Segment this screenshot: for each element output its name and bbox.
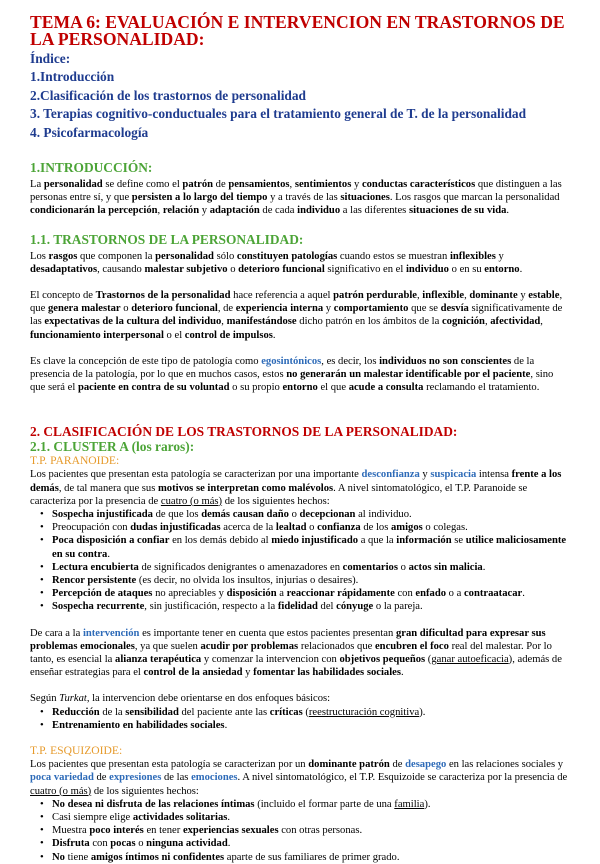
list-item (30, 837, 570, 850)
text-run: con (394, 588, 416, 600)
text-run: Trastornos de la personalidad (95, 290, 231, 302)
text-run: afectividad (490, 316, 541, 328)
text-run: sólo (213, 250, 237, 262)
list-item (30, 521, 570, 534)
text-run: frente a los demás (30, 469, 562, 494)
index-item[interactable]: 2.Clasificación de los trastornos de personalidad (30, 87, 307, 103)
text-run: en los demás debido al (169, 535, 272, 547)
text-run: , la intervencion debe orientarse en dos enfoques básicos: (86, 693, 331, 705)
text-run: demás causan daño (201, 509, 289, 521)
text-run: aparte de sus familiares de primer grado. (224, 851, 400, 863)
text-run: , (540, 316, 543, 328)
section-heading-introduccion: 1.INTRODUCCIÓN: (30, 160, 153, 175)
text-run: o (227, 263, 239, 275)
text-run: y (495, 250, 504, 262)
text-run: . (227, 811, 231, 823)
text-run: patrón perdurable (333, 290, 417, 302)
subsection-heading-cluster-a: 2.1. CLUSTER A (los raros): (30, 439, 195, 455)
bullet-icon: • (40, 588, 44, 600)
paragraph (30, 355, 570, 395)
bullet-list (30, 706, 570, 732)
text-run: desconfianza (361, 469, 420, 481)
text-run: del (317, 601, 337, 613)
text-run: situaciones (340, 192, 390, 204)
text-run: o (120, 303, 132, 315)
index-item[interactable]: 3. Terapias cognitivo-conductuales para el tratamiento general de T. de la personalidad (30, 106, 527, 121)
text-run: , (484, 316, 491, 328)
text-run: que componen la (77, 250, 156, 262)
text-run: tiene (64, 851, 91, 863)
text-run: cuatro (o más) (30, 785, 92, 797)
text-run: paciente en contra de su voluntad (77, 382, 230, 394)
text-run: de la presencia de la patología, por lo que en muchos casos, estos (30, 355, 535, 381)
text-run: enfado (415, 588, 447, 600)
disorder-heading-paranoide: T.P. PARANOIDE: (30, 454, 120, 468)
text-run: cuatro (o más) (160, 495, 223, 507)
text-run: Sospecha recurrente (52, 601, 145, 613)
text-run: . A nivel sintomatológico, el T.P. Esquizoide se caracteriza por la presencia de (237, 772, 568, 784)
text-run: o la pareja. (373, 601, 423, 613)
text-run: ). (424, 798, 431, 810)
text-run: de los (360, 522, 391, 534)
text-run: Preocupación con (52, 522, 131, 534)
bullet-icon: • (40, 798, 44, 810)
text-run: Según (30, 693, 60, 705)
text-run: reestructuración cognitiva (308, 706, 420, 718)
text-run: El concepto de (30, 290, 96, 302)
text-run: a (276, 588, 287, 600)
text-run: Los pacientes que presentan esta patología se caracterizan por una importante (30, 469, 362, 481)
text-run: y comenzar la intervencion con (201, 654, 340, 666)
list-item (30, 534, 570, 560)
text-run: , causando (97, 263, 145, 275)
text-run: o a (446, 588, 464, 600)
text-run: disposición (226, 588, 277, 600)
text-run: patrón (182, 179, 214, 190)
text-run: genera malestar (47, 303, 121, 315)
text-run: gran dificultad para expresar sus problemas emocionales (30, 627, 546, 652)
text-run: Muestra (52, 825, 90, 837)
text-run: relacionados que (298, 640, 375, 652)
paragraph (30, 627, 570, 680)
text-run: de (213, 179, 229, 190)
paragraph (30, 468, 570, 508)
text-run: pensamientos (228, 179, 290, 190)
text-run: ninguna actividad (146, 838, 228, 850)
text-run: críticas (269, 706, 303, 718)
text-run: . (519, 263, 523, 275)
text-run: . (227, 838, 231, 850)
text-run: No (52, 851, 65, 863)
text-run: sensibilidad (125, 706, 179, 718)
text-run: información (396, 535, 452, 547)
text-run: o el (163, 329, 185, 341)
text-run: ). (419, 706, 426, 718)
text-run: , sino que será el (30, 369, 554, 394)
text-run: hace referencia a aquel (230, 290, 334, 302)
list-item (30, 600, 570, 613)
text-run: desadaptativos (30, 263, 98, 275)
text-run: o (397, 561, 409, 573)
text-run: Disfruta (52, 838, 90, 850)
text-run: encubren el foco (374, 640, 449, 652)
text-run: de los siguientes hechos: (91, 785, 199, 797)
text-run: de (389, 759, 406, 771)
text-run: con (89, 838, 111, 850)
text-run: expectativas de la cultura del individuo (44, 316, 222, 328)
text-run: miedo injustificado (271, 535, 359, 547)
text-run: funcionamiento interpersonal (30, 329, 164, 341)
text-run: , (157, 205, 163, 217)
text-run: situaciones de su vida (408, 205, 507, 217)
text-run: Rencor persistente (52, 575, 137, 587)
text-run: de la (99, 706, 126, 718)
list-item (30, 561, 570, 574)
text-run: entorno (282, 382, 318, 394)
text-run: rasgos (48, 250, 78, 262)
text-run: inflexible (422, 290, 465, 302)
text-run: Entrenamiento en habilidades sociales (52, 719, 225, 731)
text-run: y (517, 290, 529, 302)
text-run: (es decir, no olvida los insultos, injurias o desaires). (136, 575, 359, 587)
text-run: constituyen patologías (236, 250, 338, 262)
text-run: significativo en el (324, 263, 406, 275)
text-run: comentarios (342, 561, 398, 573)
text-run: confianza (317, 522, 361, 534)
bullet-icon: • (40, 561, 44, 573)
text-run: persisten a lo largo del tiempo (131, 192, 268, 204)
bullet-icon: • (40, 838, 44, 850)
text-run: , (417, 290, 423, 302)
bullet-icon: • (40, 706, 44, 718)
text-run: , que (30, 290, 563, 315)
text-run: alianza terapéutica (115, 654, 202, 666)
text-run: amigos (390, 522, 423, 534)
text-run: desvía (440, 303, 469, 315)
bullet-list (30, 798, 570, 864)
text-run: adaptación (209, 205, 260, 217)
text-run: amigos íntimos ni confidentes (90, 851, 225, 863)
text-run: no apreciables y (152, 588, 227, 600)
text-run: de las (161, 772, 192, 784)
text-run: de (93, 772, 110, 784)
bullet-icon: • (40, 601, 44, 613)
text-run: Es clave la concepción de este tipo de patología como (30, 355, 262, 367)
text-run: expresiones (109, 772, 162, 784)
text-run: inflexibles (449, 250, 496, 262)
paragraph (30, 178, 570, 218)
text-run: Casi siempre elige (52, 811, 133, 823)
document-title: TEMA 6: EVALUACIÓN E INTERVENCION EN TRASTORNOS DE LA PERSONALIDAD: (30, 12, 565, 49)
disorder-heading-esquizoide: T.P. ESQUIZOIDE: (30, 744, 123, 758)
text-run: significativamente de las (30, 303, 563, 328)
text-run: a las diferentes (340, 205, 409, 217)
text-run: emociones (191, 772, 238, 784)
text-run: control de la ansiedad (143, 667, 243, 679)
text-run: experiencia interna (235, 303, 324, 315)
section-heading-trastornos: 1.1. TRASTORNOS DE LA PERSONALIDAD: (30, 231, 304, 247)
text-run: . (400, 667, 404, 679)
text-run: dudas injustificadas (130, 522, 221, 534)
text-run: utilice maliciosamente en su contra (52, 535, 567, 560)
text-run: lealtad (275, 522, 307, 534)
text-run: poco interés (89, 825, 144, 837)
text-run: y a través de las (267, 192, 341, 204)
text-run: control de impulsos (184, 329, 273, 341)
text-run: el que (317, 382, 349, 394)
text-run: Lectura encubierta (52, 561, 139, 573)
text-run: , (464, 290, 470, 302)
bullet-icon: • (40, 811, 44, 823)
text-run: se define como el (102, 179, 183, 190)
text-run: del paciente ante las (178, 706, 270, 718)
text-run: , (289, 179, 295, 190)
text-run: ( (425, 654, 432, 666)
bullet-icon: • (40, 575, 44, 587)
text-run: de los siguientes hechos: (222, 495, 330, 507)
text-run: familia (394, 798, 425, 810)
text-run: sentimientos (294, 179, 352, 190)
text-run: real del malestar. Por lo tanto, es esencial la (30, 640, 552, 666)
text-run: es importante tener en cuenta que estos pacientes presentan (139, 627, 396, 639)
text-run: pocas (110, 838, 136, 850)
paragraph (30, 758, 570, 798)
text-run: . (522, 588, 525, 600)
text-run: Los (30, 250, 49, 262)
text-run: o su propio (229, 382, 283, 394)
text-run: cuando estos se muestran (337, 250, 450, 262)
text-run: o (288, 509, 300, 521)
text-run: de que los (152, 509, 202, 521)
text-run: ( (302, 706, 309, 718)
text-run: no generarán un malestar identificable por el paciente (286, 369, 531, 381)
table-of-contents (30, 68, 570, 142)
bullet-icon: • (40, 535, 44, 547)
text-run: y (242, 667, 254, 679)
list-item (30, 851, 570, 864)
list-item (30, 508, 570, 521)
text-run: , es decir, los (321, 355, 380, 367)
bullet-list (30, 508, 570, 614)
text-run: dominante patrón (308, 759, 390, 771)
text-run: en las relaciones sociales y (446, 759, 564, 771)
text-run: que se (408, 303, 441, 315)
text-run: Los pacientes que presentan esta patología se caracterizan por un (30, 759, 309, 771)
text-run: acerca de la (220, 522, 276, 534)
text-run: Sospecha injustificada (52, 509, 153, 521)
text-run: De cara a la (30, 627, 83, 639)
text-run: individuo (297, 205, 341, 217)
list-item (30, 574, 570, 587)
section-heading-clasificacion: 2. CLASIFICACIÓN DE LOS TRASTORNOS DE LA PERSONALIDAD: (30, 424, 458, 440)
text-run: Poca disposición a confiar (52, 535, 170, 547)
text-run: o en su (448, 263, 485, 275)
text-run: y (419, 469, 431, 481)
paragraph (30, 289, 570, 342)
text-run: actividades solitarias (132, 811, 228, 823)
text-run: fomentar las habilidades sociales (253, 667, 401, 679)
text-run: contraatacar (463, 588, 523, 600)
text-run: comportamiento (333, 303, 409, 315)
list-item (30, 811, 570, 824)
text-run: deterioro funcional (238, 263, 325, 275)
index-label: Índice: (30, 51, 71, 66)
paragraph (30, 692, 570, 705)
text-run: . Los rasgos que marcan la personalidad (389, 192, 560, 204)
text-run: o colegas. (422, 522, 468, 534)
text-run: , ya que suelen (134, 640, 201, 652)
list-item (30, 798, 570, 811)
text-run: y (323, 303, 334, 315)
text-run: decepcionan (299, 509, 356, 521)
text-run: . (482, 561, 486, 573)
text-run: motivos se interpretan como malévolos (157, 482, 334, 494)
text-run: condicionarán la percepción (30, 205, 158, 217)
text-run: ganar autoeficacia (431, 654, 509, 666)
text-run: individuo (405, 263, 449, 275)
text-run: La (30, 179, 44, 190)
text-run: a que la (358, 535, 397, 547)
text-run: en tener (143, 825, 183, 837)
text-run: de cada (259, 205, 298, 217)
text-run: acude a consulta (348, 382, 424, 394)
text-run: acudir por problemas (200, 640, 299, 652)
text-run: malestar subjetivo (144, 263, 228, 275)
text-run: que distinguen a las personas entre sí, y que (30, 179, 562, 204)
bullet-icon: • (40, 719, 44, 731)
text-run: (incluido el formar parte de una (254, 798, 395, 810)
text-run: al individuo. (355, 509, 412, 521)
text-run: actos sin malicia (408, 561, 483, 573)
bullet-icon: • (40, 522, 44, 534)
text-run: relación (162, 205, 200, 217)
index-item[interactable]: 4. Psicofarmacología (30, 124, 149, 140)
text-run: poca variedad (30, 772, 94, 784)
list-item (30, 706, 570, 719)
text-run: reclamando el tratamiento. (423, 382, 540, 394)
text-run: Turkat (59, 693, 87, 705)
text-run: experiencias sexuales (182, 825, 279, 837)
bullet-icon: • (40, 851, 44, 863)
text-run: intervención (82, 627, 140, 639)
text-run: y (199, 205, 210, 217)
text-run: intensa (476, 469, 512, 481)
text-run: dominante (469, 290, 518, 302)
text-run: individuos no son conscientes (379, 355, 512, 367)
text-run: suspicacia (430, 469, 477, 481)
text-run: . A nivel sintomatológico, el T.P. Paranoide se caracteriza por la presencia de (30, 482, 528, 507)
text-run: fidelidad (277, 601, 318, 613)
text-run: , de tal manera que sus (58, 482, 158, 494)
text-run: conductas característicos (361, 179, 476, 190)
text-run: personalidad (155, 250, 214, 262)
text-run: , sin justificación, respecto a la (144, 601, 278, 613)
text-run: . (272, 329, 276, 341)
text-run: desapego (405, 759, 447, 771)
text-run: . (107, 548, 110, 560)
text-run: ), además de enseñar estrategias para el (30, 654, 562, 679)
index-item[interactable]: 1.Introducción (30, 69, 115, 84)
text-run: entorno (484, 263, 520, 275)
text-run: o (306, 522, 318, 534)
text-run: o (135, 838, 147, 850)
list-item (30, 719, 570, 732)
text-run: se (451, 535, 466, 547)
bullet-icon: • (40, 825, 44, 837)
text-run: cónyuge (336, 601, 374, 613)
paragraph (30, 250, 570, 276)
text-run: . (506, 205, 510, 217)
text-run: estable (528, 290, 560, 302)
text-run: , de (217, 303, 236, 315)
text-run: objetivos pequeños (339, 654, 426, 666)
bullet-icon: • (40, 509, 44, 521)
list-item (30, 587, 570, 600)
text-run: personalidad (43, 179, 103, 190)
text-run: Reducción (52, 706, 100, 718)
text-run: manifestándose (226, 316, 297, 328)
text-run: deterioro funcional (131, 303, 218, 315)
text-run: cognición (441, 316, 485, 328)
text-run: dicho patrón en los ámbitos de la (296, 316, 442, 328)
list-item (30, 824, 570, 837)
text-run: de significados denigrantes o amenazadores en (138, 561, 343, 573)
text-run: reaccionar rápidamente (286, 588, 395, 600)
text-run: , (221, 316, 227, 328)
text-run: Percepción de ataques (52, 588, 153, 600)
text-run: . (224, 719, 228, 731)
text-run: No desea ni disfruta de las relaciones íntimas (52, 798, 255, 810)
text-run: egosintónicos (261, 355, 322, 367)
text-run: y (351, 179, 362, 190)
text-run: con otras personas. (278, 825, 363, 837)
